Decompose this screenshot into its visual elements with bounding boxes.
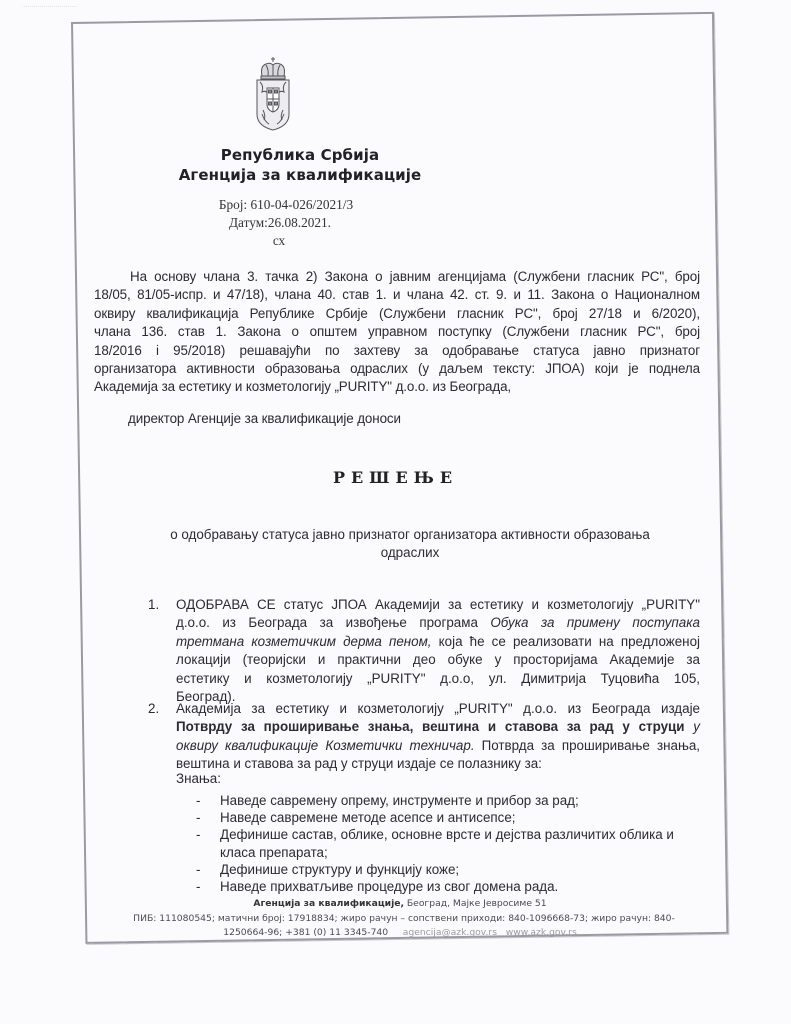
bullet-dash: - [196,861,201,877]
item-line: ОДОБРАВА СЕ статус ЈПОА Академији за естетику и козметологију „PURITY" [176,597,700,612]
footer-address-text: Београд, Мајке Јевросиме 51 [403,898,547,909]
knowledge-item [196,878,706,895]
item-text: у [684,719,700,735]
item-line: Академија за естетику и козметологију „PURITY" д.о.о. из Београда издаје [176,701,700,716]
decision-item-2 [148,700,708,774]
program-name-part-2: третмана козметичким дерма пеном, [176,633,432,649]
item-text: која ће се реализовати на предложеној [431,633,700,649]
document-date: Датум:26.08.2021. [228,215,331,230]
knowledge-item-text: Наведе прихватљиве процедуре из свог домена рада. [220,879,559,895]
knowledge-item [196,792,706,809]
knowledge-item [196,809,706,826]
director-line: директор Агенције за квалификације доноси [128,411,401,426]
item-text: Потврда за проширивање знања, [474,737,700,753]
knowledge-item-text: Наведе савремену опрему, инструменте и прибор за рад; [220,793,579,808]
item-line [176,737,700,755]
item-line [176,633,700,651]
knowledge-heading: Знања: [176,771,221,786]
decision-title: РЕШЕЊЕ [332,468,459,487]
bullet-dash: - [196,879,201,895]
serbia-coat-of-arms-icon [254,56,292,132]
item-line: Београд). [176,689,236,705]
bullet-dash: - [196,827,201,843]
knowledge-item-text: Наведе савремене методе асепсе и антисепсе; [220,810,516,826]
knowledge-item [196,826,706,843]
decision-item-1 [148,596,708,706]
footer-email-link[interactable]: agencija@azk.gov.rs [402,927,497,938]
footer-registry: ПИБ: 111080545; матични број: 17918834; жиро рачун – сопствени приходи: 840-1096668-73; жиро рачун: 840- [133,913,675,924]
footer-website-link[interactable]: www.azk.gov.rs [505,927,577,938]
item-number: 1. [148,597,160,612]
knowledge-item-continuation: класа препарата; [220,844,328,860]
certificate-name: Потврду за проширивање знања, вештина и ставова за рад у струци [176,719,685,735]
qualification-name: оквиру квалификације Козметички техничар. [176,737,475,753]
item-line [176,718,700,736]
preamble-paragraph [94,268,700,397]
knowledge-item-text: Дефинише састав, облике, основне врсте и дејства различитих облика и [220,827,674,843]
item-text: д.о.о. из Београда за извођење програма [176,615,491,631]
header-agency: Агенција за квалификације [178,166,422,184]
preamble-line: оквиру квалификација Републике Србије (Службени гласник РС", број 27/18 и 6/2020), [94,305,700,321]
preamble-line: На основу члана 3. тачка 2) Закона о јавним агенцијама (Службени гласник РС", број [130,269,700,284]
knowledge-list [196,792,706,895]
preamble-line: Академија за естетику и козметологију „PURITY" д.о.о. из Београда, [94,379,512,395]
preamble-line: члана 136. став 1. Закона о општем управном поступку (Службени гласник РС", број [94,324,700,340]
item-line [176,614,700,632]
knowledge-item [196,861,706,878]
bullet-dash: - [196,793,201,808]
subtitle-line-1: о одобравању статуса јавно признатог организатора активности образовања [170,527,650,542]
header-country: Република Србија [220,146,380,164]
item-line: естетику и козметологију „PURITY" д.о.о, ул. Димитрија Туцовића 105, [176,670,700,686]
knowledge-item-text: Дефинише структуру и функцију коже; [220,861,460,877]
scan-artifact [22,6,77,13]
preamble-line: 18/2016 і 95/2018) решавајући по захтеву за одобравање статуса јавно признатог [94,342,700,358]
item-line: вештина и ставова за рад у струци издаје се полазнику за: [176,756,542,772]
item-line: локацији (теоријски и практични део обуке у просторијама Академије за [176,652,700,668]
subtitle-line-2: одраслих [380,545,440,560]
decision-subtitle [140,526,680,562]
footer-agency-name: Агенција за квалификације, [253,898,404,909]
preamble-line: организатора активности образовања одраслих (у даљем тексту: ЈПОА) који је поднела [94,361,700,377]
program-name-part-1: Обука за примену поступака [490,615,700,631]
footer-address [80,898,720,909]
footer-phone: 1250664-96; +381 (0) 11 3345-740 [223,927,389,938]
footer-contact [80,927,720,938]
document-number: Број: 610-04-026/2021/3 [218,197,354,212]
document-initials: сх [272,233,286,248]
preamble-line: 18/05, 81/05-испр. и 47/18), члана 40. став 1. и члана 42. ст. 9. и 11. Закона о Националном [94,287,700,303]
bullet-dash: - [196,810,201,826]
item-number: 2. [148,701,160,716]
